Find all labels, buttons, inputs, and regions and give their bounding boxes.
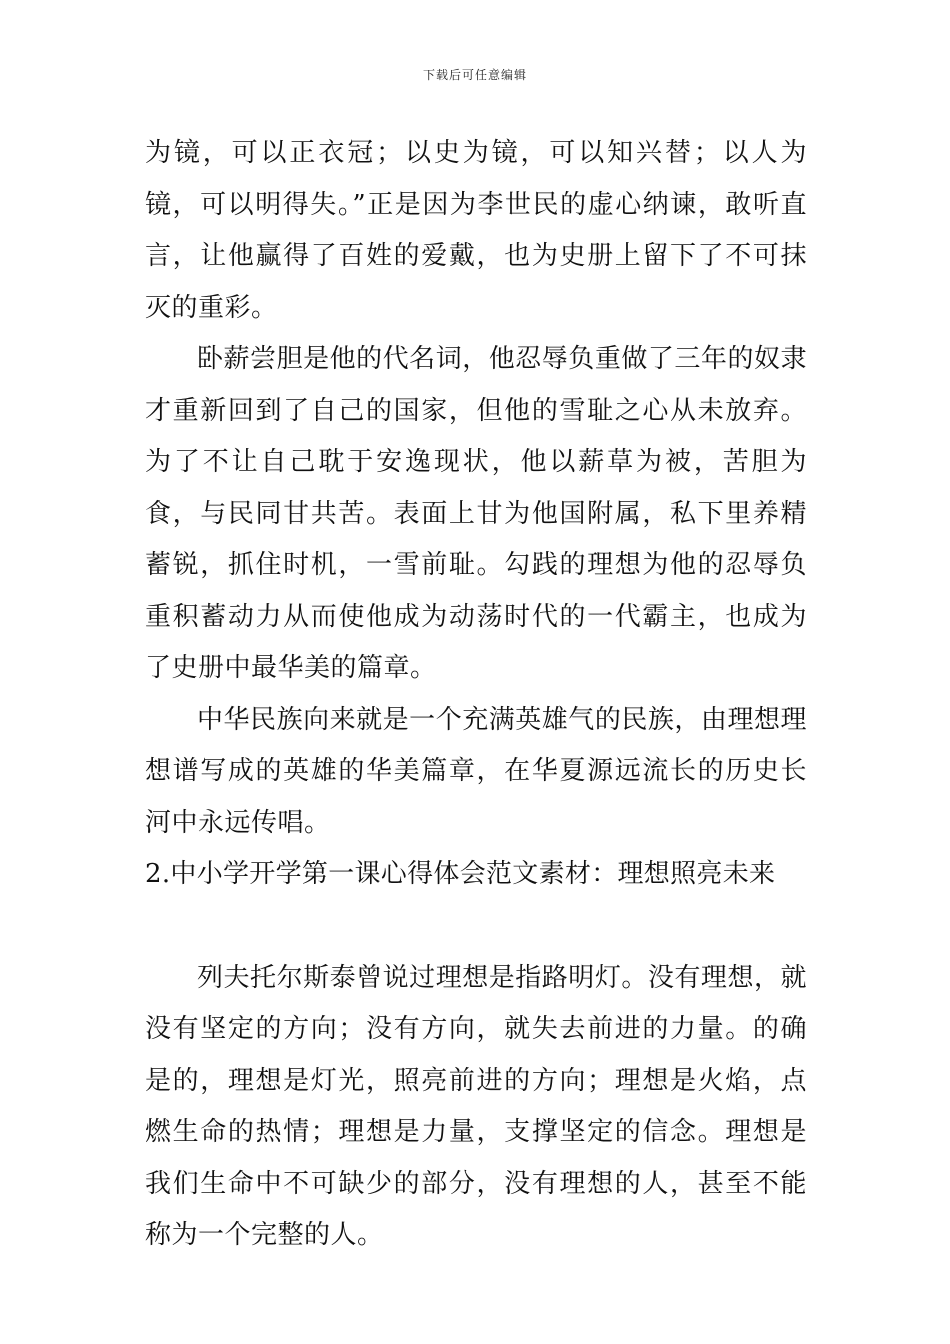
page-header: 下载后可任意编辑 — [422, 68, 527, 82]
paragraph-2: 卧薪尝胆是他的代名词，他忍辱负重做了三年的奴隶才重新回到了自己的国家，但他的雪耻之心从未放弃。为了不让自己耽于安逸现状，他以薪草为被，苦胆为食，与民同甘共苦。表面上甘为他国附属，私下里养精蓄锐，抓住时机，一雪前耻。勾践的理想为他的忍辱负重积蓄动力从而使他成为动荡时代的一代霸主，也成为了史册中最华美的篇章。 — [145, 344, 807, 683]
document-body — [145, 128, 807, 1262]
section-heading: 2.中小学开学第一课心得体会范文素材：理想照亮未来 — [145, 859, 776, 889]
paragraph-1: 为镜，可以正衣冠；以史为镜，可以知兴替；以人为镜，可以明得失。”正是因为李世民的虚心纳谏，敢听直言，让他赢得了百姓的爱戴，也为史册上留下了不可抹灭的重彩。 — [145, 138, 807, 323]
spacer — [145, 901, 807, 953]
paragraph-3: 中华民族向来就是一个充满英雄气的民族，由理想理想谱写成的英雄的华美篇章，在华夏源远流长的历史长河中永远传唱。 — [145, 704, 807, 838]
paragraph-4: 列夫托尔斯泰曾说过理想是指路明灯。没有理想，就没有坚定的方向；没有方向，就失去前进的力量。的确是的，理想是灯光，照亮前进的方向；理想是火焰，点燃生命的热情；理想是力量，支撑坚定的信念。理想是我们生命中不可缺少的部分，没有理想的人，甚至不能称为一个完整的人。 — [145, 962, 807, 1250]
